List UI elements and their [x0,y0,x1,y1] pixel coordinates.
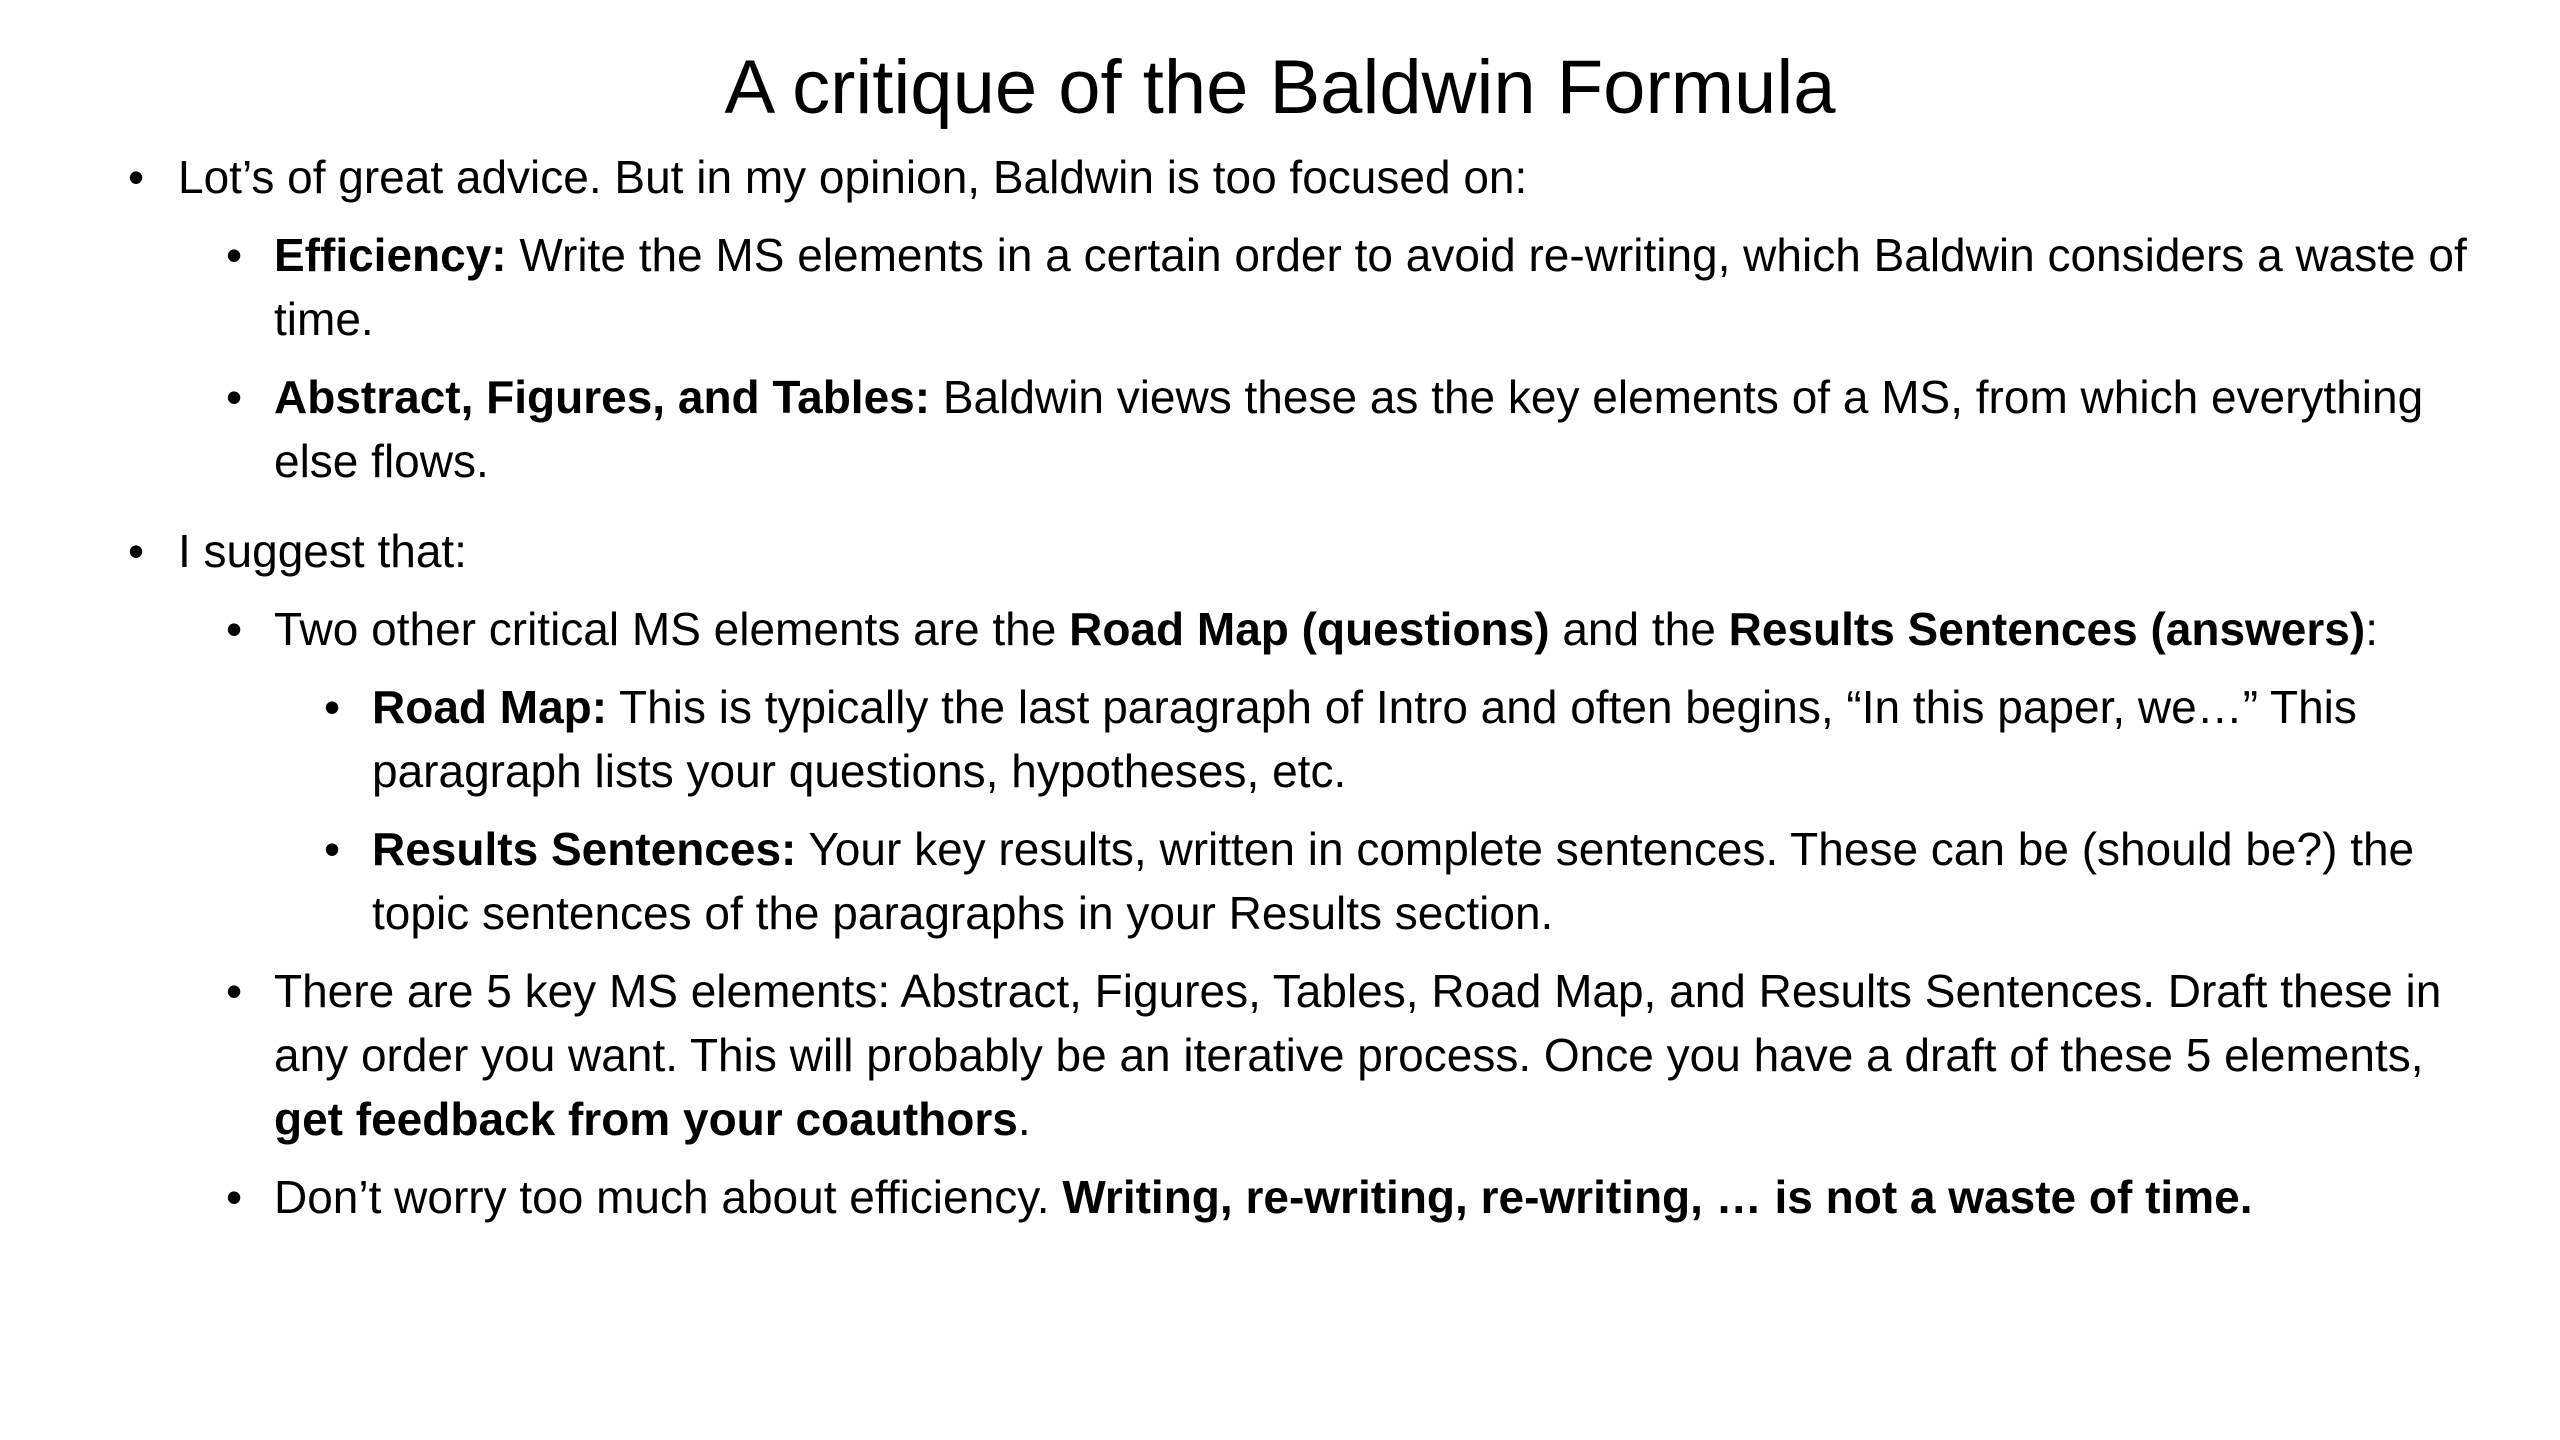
bullet-text: I suggest that: [178,525,467,577]
bullet-icon: • [324,681,341,733]
bullet-text: Write the MS elements in a certain order to avoid re-writing, which Baldwin considers a waste of time. [274,229,2467,345]
bullet-bold-term: Writing, re-writing, re-writing, … is not a waste of time. [1062,1171,2253,1223]
bullet-text: Lot’s of great advice. But in my opinion, Baldwin is too focused on: [178,151,1528,203]
slide-title: A critique of the Baldwin Formula [724,45,1836,130]
bullet-item [0,1165,2500,1229]
bullet-item [0,145,2500,209]
bullet-bold-term: Efficiency: [274,229,507,281]
bullet-text: and the [1549,603,1729,655]
bullet-item [0,223,2500,351]
bullet-icon: • [128,525,145,577]
bullet-icon: • [226,229,243,281]
bullet-bold-term: Abstract, Figures, and Tables: [274,371,931,423]
bullet-text: Baldwin views these as the key elements of a MS, from which everything else flows. [274,371,2424,487]
bullet-text: Don’t worry too much about efficiency. [274,1171,1063,1223]
bullet-item [0,959,2500,1151]
bullet-text: Two other critical MS elements are the [274,603,1070,655]
bullet-icon: • [324,823,341,875]
bullet-item [0,519,2500,583]
bullet-icon: • [226,371,243,423]
bullet-bold-term: Results Sentences (answers) [1728,603,2366,655]
bullet-item [0,597,2500,661]
bullet-icon: • [226,1171,243,1223]
bullet-text: This is typically the last paragraph of Intro and often begins, “In this paper, we…” This paragraph lists your questions, hypotheses, etc. [372,681,2357,797]
bullet-text: There are 5 key MS elements: Abstract, Figures, Tables, Road Map, and Results Sentences. Draft these in any order you want. This will probably be an iterative process. Once you have a draft of these 5 elements, [274,965,2442,1081]
bullet-icon: • [226,603,243,655]
bullet-item [0,817,2500,945]
bullet-text: . [1017,1093,1031,1145]
bullet-text: : [2365,603,2378,655]
bullet-item [0,675,2500,803]
bullet-icon: • [128,151,145,203]
bullet-icon: • [226,965,243,1017]
bullet-bold-term: Results Sentences: [372,823,797,875]
bullet-bold-term: get feedback from your coauthors [274,1093,1018,1145]
bullet-bold-term: Road Map (questions) [1069,603,1550,655]
bullet-text: Your key results, written in complete sentences. These can be (should be?) the topic sentences of the paragraphs in your Results section. [372,823,2415,939]
bullet-list [0,145,2560,1229]
bullet-bold-term: Road Map: [372,681,608,733]
bullet-item [0,365,2500,493]
